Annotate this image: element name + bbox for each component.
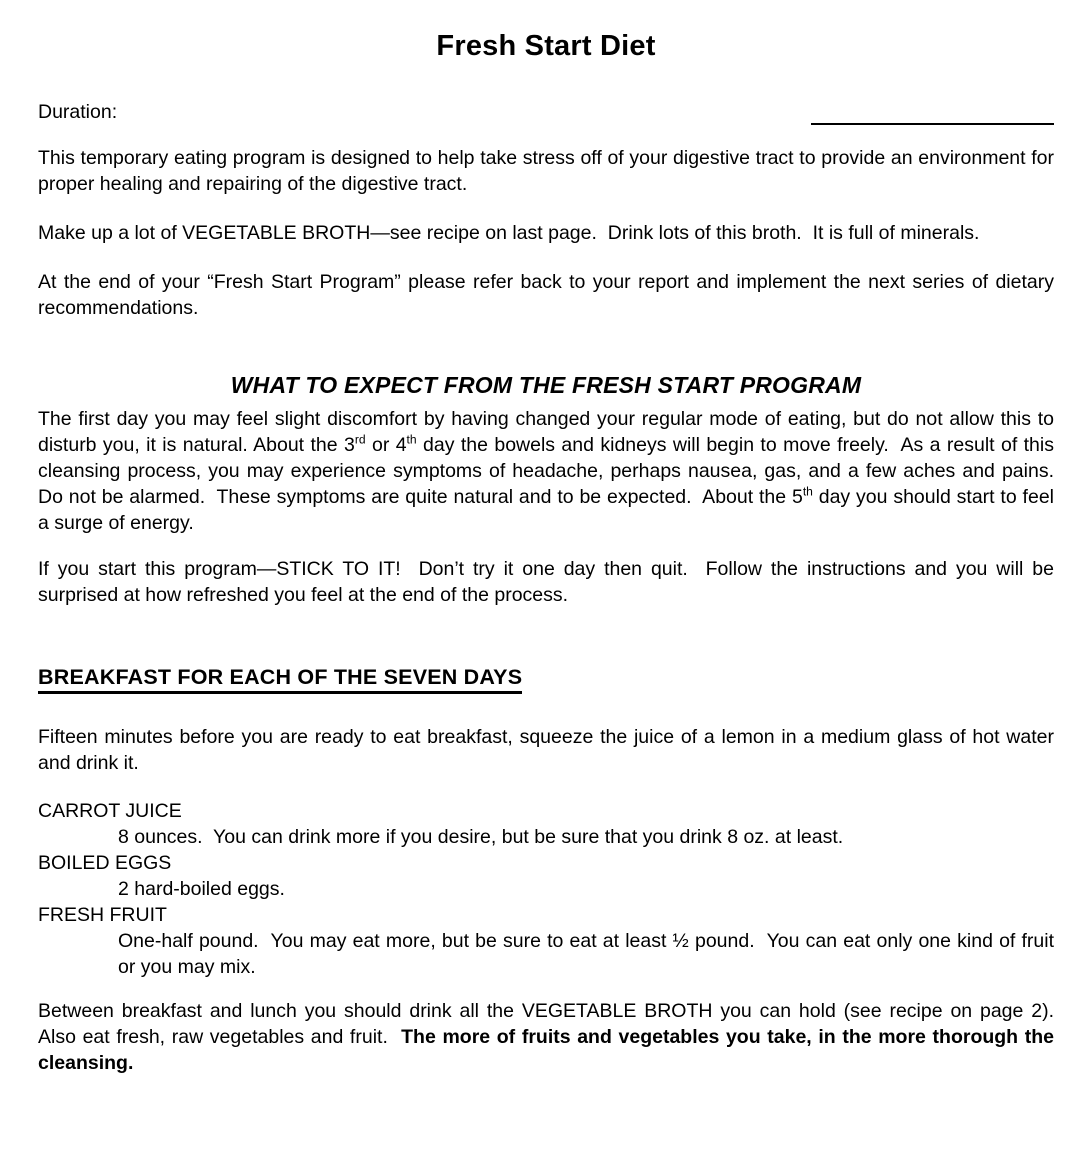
intro-paragraph-3: At the end of your “Fresh Start Program” please refer back to your report and implement the next series of dietary recommendations. <box>38 271 1060 319</box>
breakfast-heading-text: BREAKFAST FOR EACH OF THE SEVEN DAYS <box>38 664 522 694</box>
closing-text-bold: The more of fruits and vegetables you take, in the more thorough the cleansing. <box>38 1026 1060 1074</box>
menu-item-detail: 8 ounces. You can drink more if you desire, but be sure that you drink 8 oz. at least. <box>118 826 844 848</box>
duration-blank-line <box>811 101 1054 125</box>
closing-text-normal: Between breakfast and lunch you should drink all the VEGETABLE BROTH you can hold (see recipe on page 2). Also eat fresh, raw vegetables and fruit. <box>38 1000 1065 1048</box>
expect-section-heading: WHAT TO EXPECT FROM THE FRESH START PROGRAM <box>230 372 862 398</box>
breakfast-menu-list <box>38 798 1060 980</box>
expect-paragraph-1 <box>38 406 1065 536</box>
list-item-boiled-eggs <box>38 850 1054 902</box>
menu-item-detail: 2 hard-boiled eggs. <box>118 878 285 900</box>
intro-paragraph-1: This temporary eating program is designed to help take stress off of your digestive tract to provide an environment for proper healing and repairing of the digestive tract. <box>38 147 1060 195</box>
document-title: Fresh Start Diet <box>436 30 656 62</box>
expect-p1-superscript-th-2: th <box>802 484 813 499</box>
expect-paragraph-2: If you start this program—STICK TO IT! Don’t try it one day then quit. Follow the instructions and you will be surprised at how refreshed you feel at the end of the process. <box>38 558 1060 606</box>
intro-paragraph-2: Make up a lot of VEGETABLE BROTH—see recipe on last page. Drink lots of this broth. It is full of minerals. <box>38 222 980 244</box>
menu-item-name: CARROT JUICE <box>38 800 182 822</box>
menu-item-name: FRESH FRUIT <box>38 904 167 926</box>
expect-p1-text-a: The first day you may feel slight discomfort by having changed your regular mode of eating, but do not allow this to disturb you, it is natural. About the 3 <box>38 408 1060 456</box>
closing-paragraph <box>38 998 1065 1076</box>
expect-p1-text-c: day the bowels and kidneys will begin to move freely. As a result of this cleansing process, you may experience symptoms of headache, perhaps nausea, gas, and a few aches and pains. Do not be alarmed. These symptoms are quite natural and to be expected. About the 5 <box>38 434 1065 508</box>
breakfast-intro-paragraph: Fifteen minutes before you are ready to eat breakfast, squeeze the juice of a lemon in a medium glass of hot water and drink it. <box>38 726 1060 774</box>
duration-label: Duration: <box>38 101 118 123</box>
expect-p1-superscript-rd: rd <box>354 432 366 447</box>
breakfast-section-heading <box>38 664 1054 694</box>
list-item-fresh-fruit <box>38 902 1060 980</box>
expect-p1-text-d: day you should start to feel a surge of energy. <box>38 486 1060 534</box>
expect-p1-superscript-th-1: th <box>406 432 417 447</box>
list-item-carrot-juice <box>38 798 1054 850</box>
expect-p1-text-b: or 4 <box>365 434 407 456</box>
menu-item-name: BOILED EGGS <box>38 852 172 874</box>
duration-row <box>38 98 1054 125</box>
menu-item-detail: One-half pound. You may eat more, but be sure to eat at least ½ pound. You can eat only one kind of fruit or you may mix. <box>118 930 1060 978</box>
